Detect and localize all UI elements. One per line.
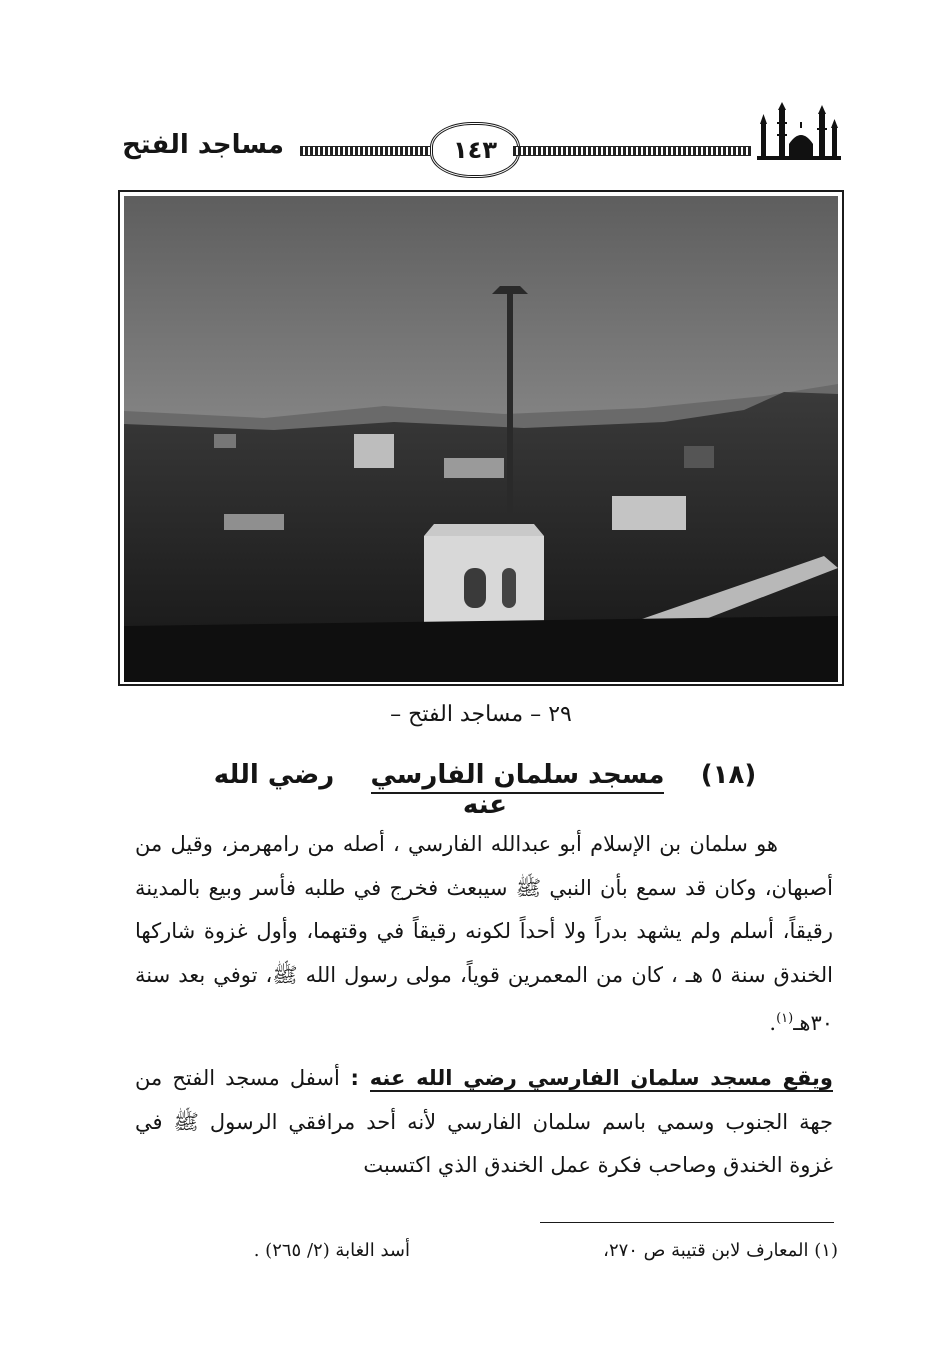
paragraph-end: . [769, 1011, 777, 1035]
location-paragraph [135, 1057, 833, 1188]
mosque-minarets-icon [757, 102, 841, 162]
footnote-2: أسد الغابة (٢/ ٢٦٥) . [253, 1240, 410, 1261]
section-heading [200, 760, 770, 820]
section-mosque-name: مسجد سلمان الفارسي [371, 760, 665, 794]
paragraph-text: أسفل مسجد الفتح من جهة الجنوب وسمي باسم سلمان الفارسي لأنه أحد مرافقي الرسول ﷺ في غزوة الخندق وصاحب فكرة عمل الخندق الذي اكتسبت [135, 1066, 833, 1177]
mosque-photograph [124, 196, 838, 682]
biography-paragraph [135, 823, 833, 1046]
photo-frame [118, 190, 844, 686]
paragraph-lead: ويقع مسجد سلمان الفارسي رضي الله عنه [369, 1066, 833, 1090]
page-number: ١٤٣ [453, 136, 497, 164]
paragraph-text: هو سلمان بن الإسلام أبو عبدالله الفارسي ، أصله من رامهرمز، وقيل من أصبهان، وكان قد سمع بأن النبي ﷺ سيبعث فخرج في طلبه فأسر وبيع بالمدينة رقيقاً، أسلم ولم يشهد بدراً ولا أحداً لكونه رقيقاً في وقتهما، وأول غزوة شاركها الخندق سنة ٥ هـ ، كان من المعمرين قوياً، مولى رسول الله ﷺ، توفي بعد سنة ٣٠هـ [135, 832, 834, 1035]
section-number: (١٨) [700, 760, 757, 790]
footnote-1: (١) المعارف لابن قتيبة ص ٢٧٠، [603, 1240, 838, 1261]
page-number-frame [430, 122, 520, 178]
page-header [0, 100, 927, 190]
paragraph-separator: : [339, 1066, 370, 1090]
section-honorific: رضي الله عنه [213, 760, 508, 820]
footnote-divider [540, 1222, 834, 1223]
figure-caption: ٢٩ – مساجد الفتح – [390, 702, 572, 727]
footnote-reference: (١) [776, 1011, 794, 1026]
running-title: مساجد الفتح [122, 130, 284, 160]
ornamental-chain-left [300, 146, 430, 156]
ornamental-chain-right [513, 146, 751, 156]
